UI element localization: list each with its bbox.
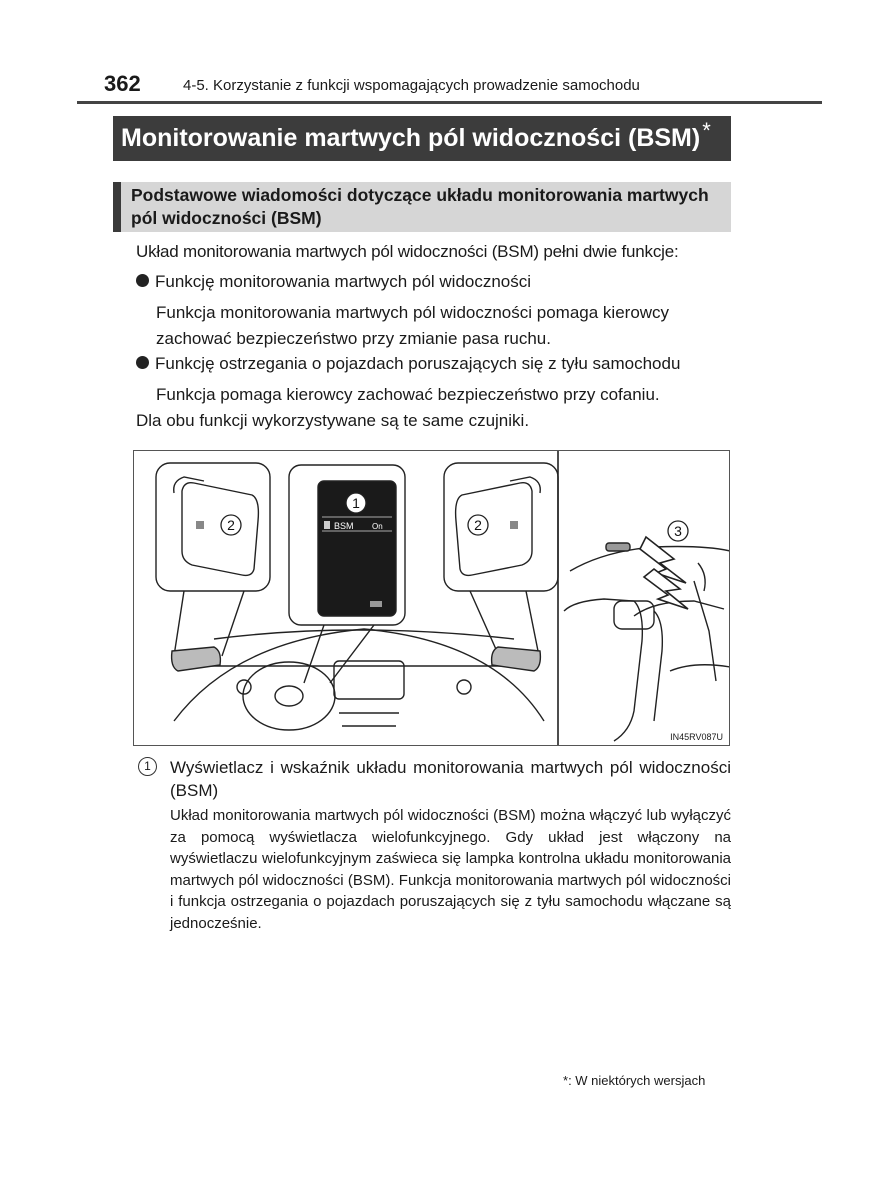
legend-number: 1 — [138, 757, 157, 776]
section-title-text: Monitorowanie martwych pól widoczności (BSM) — [121, 124, 701, 152]
right-side-mirror — [492, 647, 541, 671]
bullet-description: Funkcja pomaga kierowcy zachować bezpieczeństwo przy cofaniu. — [156, 385, 660, 404]
bullet-label: Funkcję monitorowania martwych pól widoczności — [155, 272, 532, 291]
center-screen — [334, 661, 404, 699]
steering-wheel — [243, 662, 335, 730]
display-small-icon — [370, 601, 382, 607]
left-side-mirror — [172, 647, 221, 671]
bsm-symbol-icon — [324, 521, 330, 529]
header-rule — [77, 101, 822, 104]
page-number: 362 — [104, 71, 141, 96]
display-bsm-state: On — [372, 522, 383, 531]
footnote-text: : W niektórych wersjach — [568, 1073, 706, 1088]
bullet-item — [136, 272, 531, 292]
chapter-title: 4-5. Korzystanie z funkcji wspomagających prowadzenie samochodu — [183, 77, 640, 94]
illustration-svg — [134, 451, 730, 746]
right-mirror-shape — [456, 483, 532, 576]
footnote-mark: * — [563, 1073, 569, 1088]
figure-code: IN45RV087U — [670, 732, 723, 742]
footnote — [563, 1073, 705, 1088]
asterisk-mark: * — [702, 118, 711, 143]
bsm-illustration — [133, 450, 730, 746]
intro-text: Układ monitorowania martwych pól widoczności (BSM) pełni dwie funkcje: — [136, 242, 679, 261]
bullet-dot-icon — [136, 356, 149, 369]
right-bsm-indicator-icon — [510, 521, 518, 529]
left-mirror-shape — [182, 483, 258, 576]
left-bsm-indicator-icon — [196, 521, 204, 529]
bullet-dot-icon — [136, 274, 149, 287]
callout-2-right: 2 — [474, 517, 482, 533]
headrest — [614, 601, 654, 629]
subsection-title: Podstawowe wiadomości dotyczące układu monitorowania martwych pól widoczności (BSM) — [113, 182, 731, 232]
section-title — [113, 116, 731, 161]
callout-3: 3 — [674, 523, 682, 539]
callout-2-left: 2 — [227, 517, 235, 533]
display-bsm-label: BSM — [334, 521, 354, 531]
bullet-description: Funkcja monitorowania martwych pól widoczności pomaga kierowcy zachować bezpieczeństwo przy zmianie pasa ruchu. — [156, 303, 670, 348]
legend-title: Wyświetlacz i wskaźnik układu monitorowania martwych pól widoczności (BSM) — [170, 758, 731, 800]
rear-seat — [564, 599, 642, 741]
legend-description: Układ monitorowania martwych pól widoczności (BSM) można włączyć lub wyłączyć za pomocą wyświetlacza wielofunkcyjnego. Gdy układ jest włączony na wyświetlaczu wielofunkcyjnym zaświeca się lampka kontrolna układu monitorowania martwych pól widoczności (BSM). Funkcja monitorowania martwych pól widoczności i funkcja ostrzegania o pojazdach poruszających się z tyłu samochodu włączane są jednocześnie. — [170, 807, 731, 932]
callout-1: 1 — [352, 495, 360, 511]
bullet-item — [136, 354, 680, 374]
bullet-label: Funkcję ostrzegania o pojazdach poruszających się z tyłu samochodu — [155, 354, 681, 373]
sensors-note: Dla obu funkcji wykorzystywane są te same czujniki. — [136, 411, 530, 430]
sensor-housing — [606, 543, 630, 551]
